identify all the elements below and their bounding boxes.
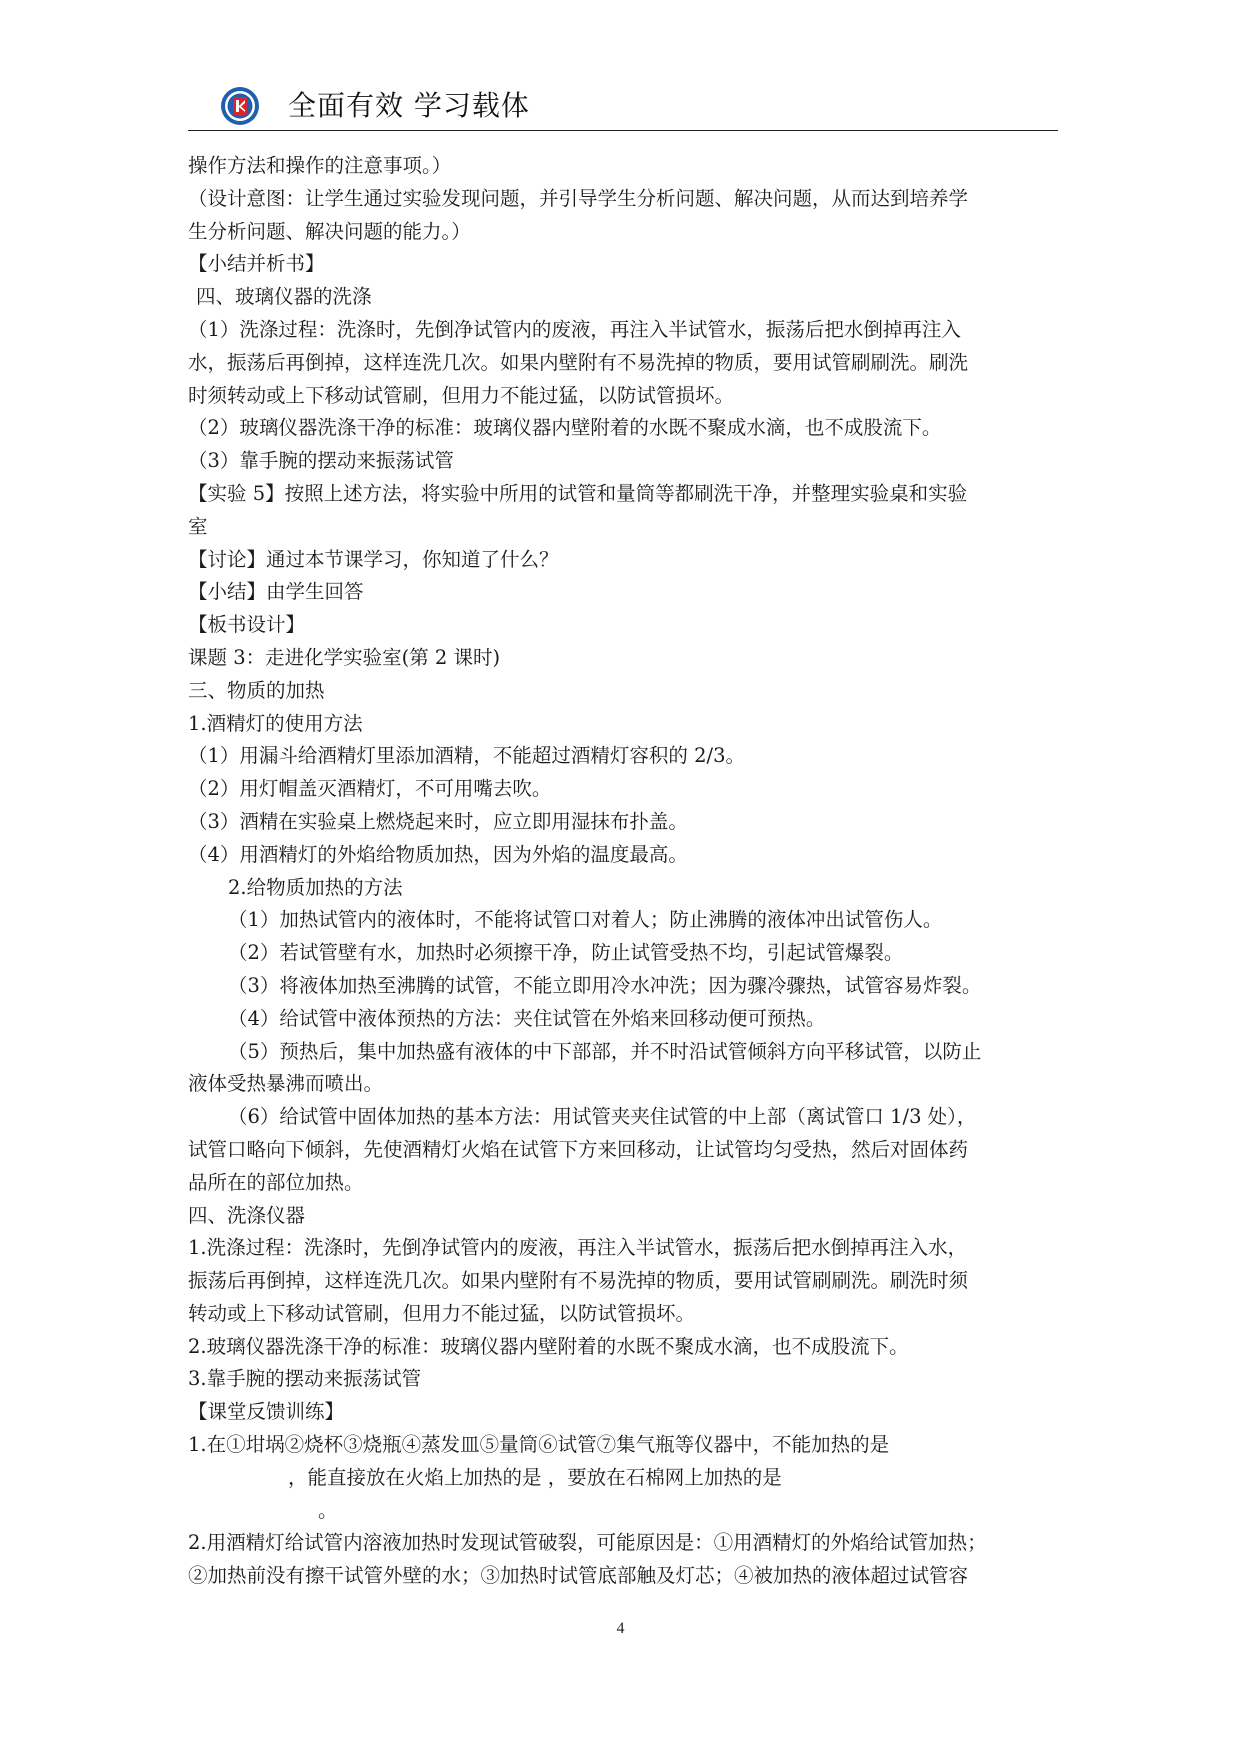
text-line: 1.洗涤过程：洗涤时，先倒净试管内的废液，再注入半试管水，振荡后把水倒掉再注入水， <box>188 1236 968 1260</box>
question-line: 2.用酒精灯给试管内溶液加热时发现试管破裂，可能原因是：①用酒精灯的外焰给试管加热； <box>188 1531 987 1555</box>
text-line: （2）用灯帽盖灭酒精灯，不可用嘴去吹。 <box>188 777 552 801</box>
section-heading: 三、物质的加热 <box>188 678 325 702</box>
text-line: 2.给物质加热的方法 <box>228 875 403 899</box>
school-logo-icon <box>220 86 260 126</box>
text-line: （4）用酒精灯的外焰给物质加热，因为外焰的温度最高。 <box>188 842 688 866</box>
text-line: 试管口略向下倾斜，先使酒精灯火焰在试管下方来回移动，让试管均匀受热，然后对固体药 <box>188 1137 969 1161</box>
page-number: 4 <box>616 1620 625 1637</box>
text-line: 水，振荡后再倒掉，这样连洗几次。如果内壁附有不易洗掉的物质，要用试管刷刷洗。刷洗 <box>188 350 969 374</box>
text-line: 振荡后再倒掉，这样连洗几次。如果内壁附有不易洗掉的物质，要用试管刷刷洗。刷洗时须 <box>188 1269 969 1293</box>
section-heading: 【板书设计】 <box>188 613 306 637</box>
text-line: 室 <box>188 514 208 538</box>
question-line: 1.在①坩埚②烧杯③烧瓶④蒸发皿⑤量筒⑥试管⑦集气瓶等仪器中，不能加热的是 <box>188 1433 890 1457</box>
question-line: ，能直接放在火焰上加热的是 ，要放在石棉网上加热的是 <box>288 1465 782 1489</box>
text-line: 【小结】由学生回答 <box>188 580 364 604</box>
text-line: 操作方法和操作的注意事项。） <box>188 154 452 177</box>
text-line: （2）玻璃仪器洗涤干净的标准：玻璃仪器内壁附着的水既不聚成水滴，也不成股流下。 <box>188 416 942 440</box>
text-line: 课题 3：走进化学实验室(第 2 课时) <box>188 645 501 669</box>
text-line: （3）酒精在实验桌上燃烧起来时，应立即用湿抹布扑盖。 <box>188 809 688 833</box>
question-line: 。 <box>318 1498 338 1522</box>
section-heading: 四、玻璃仪器的洗涤 <box>196 285 372 309</box>
header-title: 全面有效 学习载体 <box>288 89 530 122</box>
text-line: （1）用漏斗给酒精灯里添加酒精，不能超过酒精灯容积的 2/3。 <box>188 744 745 768</box>
text-line: （1）洗涤过程：洗涤时，先倒净试管内的废液，再注入半试管水，振荡后把水倒掉再注入 <box>188 317 961 341</box>
text-line: 转动或上下移动试管刷，但用力不能过猛，以防试管损坏。 <box>188 1301 696 1325</box>
section-heading: 【小结并析书】 <box>188 252 325 276</box>
text-line: （4）给试管中液体预热的方法：夹住试管在外焰来回移动便可预热。 <box>228 1006 826 1030</box>
text-line: 【实验 5】按照上述方法，将实验中所用的试管和量筒等都刷洗干净，并整理实验桌和实验 <box>188 481 968 505</box>
text-line: 液体受热暴沸而喷出。 <box>188 1072 384 1096</box>
text-line: （6）给试管中固体加热的基本方法：用试管夹夹住试管的中上部（离试管口 1/3 处）， <box>228 1105 977 1129</box>
text-line: （3）靠手腕的摆动来振荡试管 <box>188 449 454 473</box>
text-line: 1.酒精灯的使用方法 <box>188 711 363 735</box>
text-line: 时须转动或上下移动试管刷，但用力不能过猛，以防试管损坏。 <box>188 383 735 407</box>
text-line: （2）若试管壁有水，加热时必须擦干净，防止试管受热不均，引起试管爆裂。 <box>228 941 904 965</box>
section-heading: 四、洗涤仪器 <box>188 1203 306 1227</box>
text-line: 【讨论】通过本节课学习，你知道了什么？ <box>188 547 559 571</box>
page-header <box>188 80 1058 131</box>
text-line: 3.靠手腕的摆动来振荡试管 <box>188 1367 422 1391</box>
question-line: ②加热前没有擦干试管外壁的水；③加热时试管底部触及灯芯；④被加热的液体超过试管容 <box>188 1564 969 1588</box>
text-line: 2.玻璃仪器洗涤干净的标准：玻璃仪器内壁附着的水既不聚成水滴，也不成股流下。 <box>188 1334 909 1358</box>
text-line: （3）将液体加热至沸腾的试管，不能立即用冷水冲洗；因为骤冷骤热，试管容易炸裂。 <box>228 973 982 997</box>
text-line: （1）加热试管内的液体时，不能将试管口对着人；防止沸腾的液体冲出试管伤人。 <box>228 908 943 932</box>
document-body <box>188 150 1068 1593</box>
text-line: （5）预热后，集中加热盛有液体的中下部部，并不时沿试管倾斜方向平移试管，以防止 <box>228 1039 982 1063</box>
text-line: （设计意图：让学生通过实验发现问题，并引导学生分析问题、解决问题，从而达到培养学 <box>188 186 969 210</box>
text-line: 品所在的部位加热。 <box>188 1170 364 1194</box>
section-heading: 【课堂反馈训练】 <box>188 1400 345 1424</box>
text-line: 生分析问题、解决问题的能力。） <box>188 219 471 243</box>
